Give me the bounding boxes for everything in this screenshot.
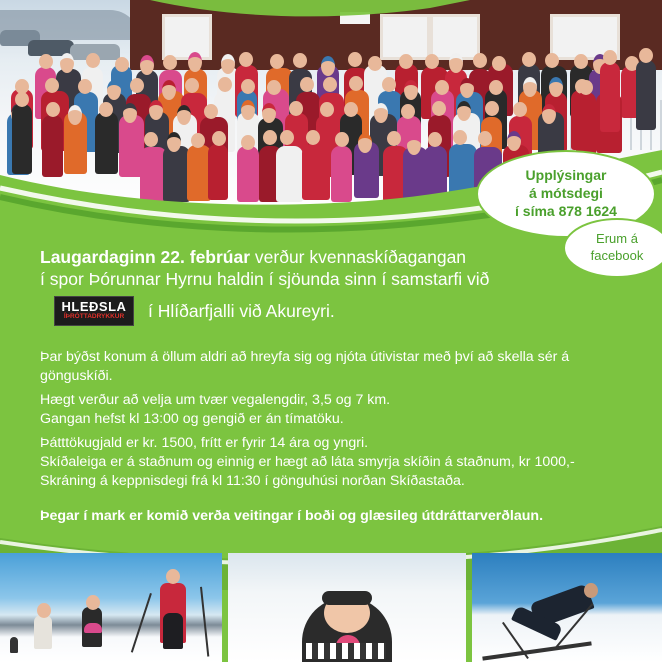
ski-pole bbox=[131, 593, 152, 653]
skier-legs bbox=[163, 613, 183, 649]
skier-head bbox=[37, 603, 51, 618]
bubble-line: Upplýsingar bbox=[525, 167, 607, 183]
skier-head bbox=[166, 569, 180, 584]
logo-tagline: ÍÞRÓTTADRYKKUR bbox=[63, 313, 125, 320]
headline-text: í spor Þórunnar Hyrnu haldin í sjöunda sinn í samstarfi við bbox=[40, 269, 490, 289]
logo-name: HLEÐSLA bbox=[61, 299, 127, 314]
paragraph: Þátttökugjald er kr. 1500, frítt er fyrir 14 ára og yngri. Skíðaleiga er á staðnum og einnig er hægt að láta smyrja skíðin á staðnum, kr 1000,- Skráning á keppnisdegi frá kl 11:30 í gönguhúsi norðan Skíðastaða. bbox=[40, 435, 575, 489]
headline-text: verður kvennaskíðagangan bbox=[250, 247, 467, 267]
ski bbox=[482, 641, 591, 660]
bubble-phone: í síma 878 1624 bbox=[515, 203, 617, 219]
knit-pattern bbox=[306, 643, 386, 659]
event-date: Laugardaginn 22. febrúar bbox=[40, 247, 251, 267]
sponsor-line bbox=[54, 296, 335, 326]
skier-head bbox=[86, 595, 100, 610]
headline bbox=[40, 246, 570, 290]
photo-skiers bbox=[0, 553, 222, 662]
sunglasses bbox=[322, 591, 372, 605]
closing-line: Þegar í mark er komið verða veitingar í boði og glæsileg útdráttarverðlaun. bbox=[40, 508, 544, 524]
skier-head bbox=[584, 583, 598, 598]
facebook-link[interactable]: facebook bbox=[590, 248, 644, 263]
event-details bbox=[40, 348, 640, 496]
photo-skier-portrait bbox=[228, 553, 466, 662]
bubble-line: á mótsdegi bbox=[529, 185, 603, 201]
ski-pole bbox=[200, 587, 209, 657]
photo-skier-action bbox=[472, 553, 662, 662]
facebook-bubble[interactable] bbox=[563, 218, 662, 278]
paragraph: Þar býðst konum á öllum aldri að hreyfa sig og njóta útivistar með því að skella sér á gönguskíði. bbox=[40, 349, 570, 384]
facebook-line: Erum á bbox=[596, 231, 638, 246]
hledsla-logo bbox=[54, 296, 134, 326]
headline-location: í Hlíðarfjalli við Akureyri. bbox=[148, 300, 335, 321]
skier bbox=[10, 637, 18, 653]
skier-scarf bbox=[84, 623, 102, 633]
paragraph: Hægt verður að velja um tvær vegalengdir, 3,5 og 7 km. Gangan hefst kl 13:00 og gengið er án tímatöku. bbox=[40, 392, 391, 427]
skier bbox=[34, 615, 52, 649]
